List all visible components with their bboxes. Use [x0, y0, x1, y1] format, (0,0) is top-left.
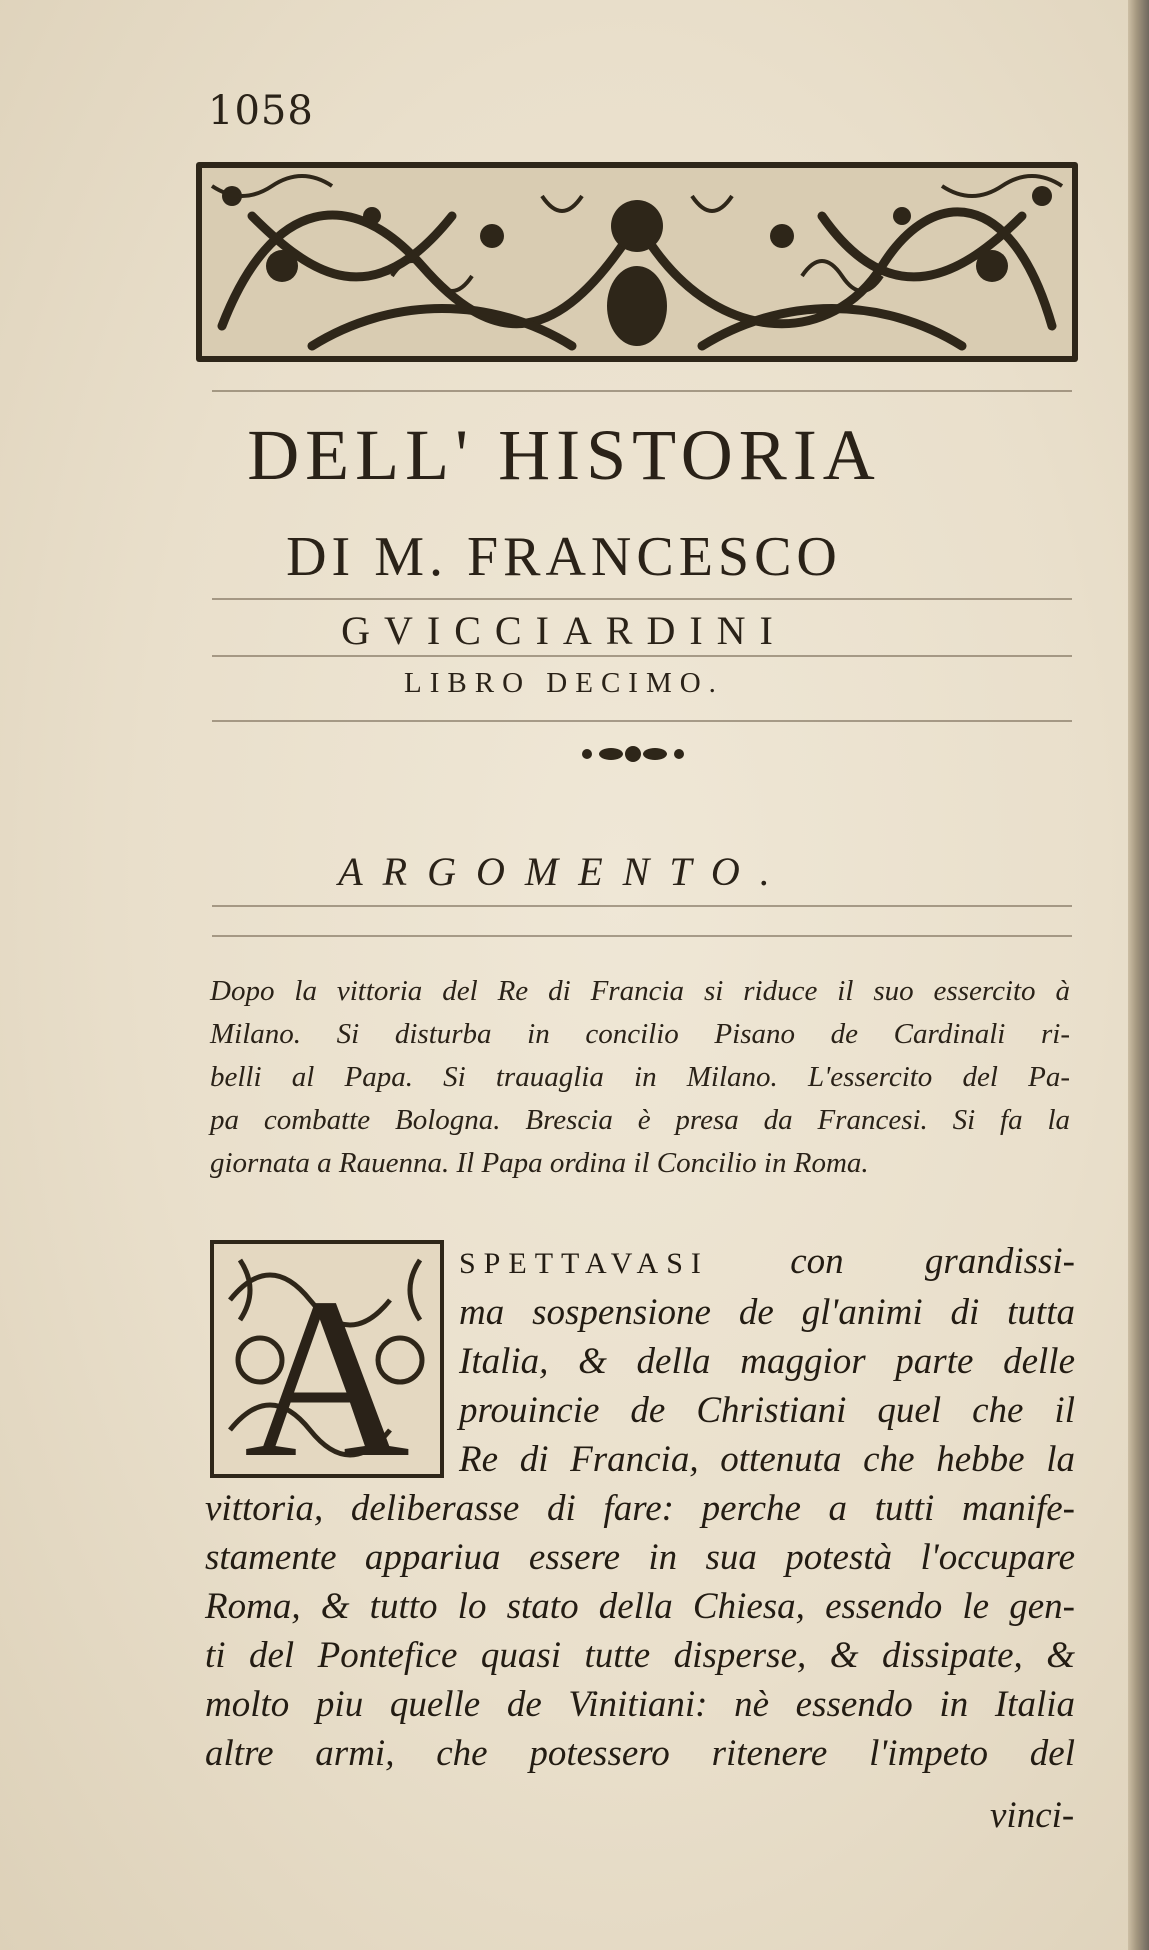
rule: [212, 598, 1072, 600]
rule: [212, 935, 1072, 937]
body-line-text: con grandissi-: [790, 1241, 1076, 1282]
argument-line: giornata a Rauenna. Il Papa ordina il Concilio in Roma.: [210, 1147, 869, 1179]
argument-line: belli al Papa. Si trauaglia in Milano. L'essercito del Pa-: [210, 1061, 1070, 1093]
body-line: Re di Francia, ottenuta che hebbe la: [459, 1439, 1075, 1480]
page-number: 1058: [208, 88, 314, 134]
rule: [212, 905, 1072, 907]
body-line: altre armi, che potessero ritenere l'impeto del: [205, 1733, 1075, 1774]
argument-line: Dopo la vittoria del Re di Francia si riduce il suo essercito à: [210, 975, 1070, 1007]
argument-line: pa combatte Bologna. Brescia è presa da Francesi. Si fa la: [210, 1104, 1070, 1136]
argument-text: [210, 970, 1070, 1185]
title-line-3: GVICCIARDINI: [341, 608, 787, 653]
argument-heading: ARGOMENTO.: [338, 849, 790, 894]
argument-line: Milano. Si disturba in concilio Pisano de Cardinali ri-: [210, 1018, 1070, 1050]
rule: [212, 390, 1072, 392]
body-line: ma sospensione de gl'animi di tutta: [459, 1292, 1075, 1333]
title-line-2: DI M. FRANCESCO: [286, 526, 842, 588]
page-edge: [1128, 0, 1149, 1950]
body-line: [459, 1237, 1075, 1288]
title-line-4: LIBRO DECIMO.: [404, 667, 724, 699]
rule: [212, 720, 1072, 722]
title-line-1: DELL' HISTORIA: [247, 415, 881, 495]
body-text: [205, 1237, 1075, 1778]
first-word: SPETTAVASI: [459, 1247, 709, 1280]
body-line: molto piu quelle de Vinitiani: nè essendo in Italia: [205, 1684, 1075, 1725]
body-line: prouincie de Christiani quel che il: [459, 1390, 1075, 1431]
initial-letter: A: [243, 1250, 411, 1478]
body-line: Roma, & tutto lo stato della Chiesa, essendo le gen-: [205, 1586, 1075, 1627]
fleuron-ornament: [573, 738, 693, 770]
body-line: Italia, & della maggior parte delle: [459, 1341, 1075, 1382]
rule: [212, 655, 1072, 657]
catchword: vinci-: [990, 1795, 1075, 1836]
body-line: ti del Pontefice quasi tutte disperse, & dissipate, &: [205, 1635, 1075, 1676]
headpiece-ornament: [192, 156, 1082, 368]
body-line: stamente appariua essere in sua potestà l'occupare: [205, 1537, 1075, 1578]
body-line: vittoria, deliberasse di fare: perche a tutti manife-: [205, 1488, 1075, 1529]
